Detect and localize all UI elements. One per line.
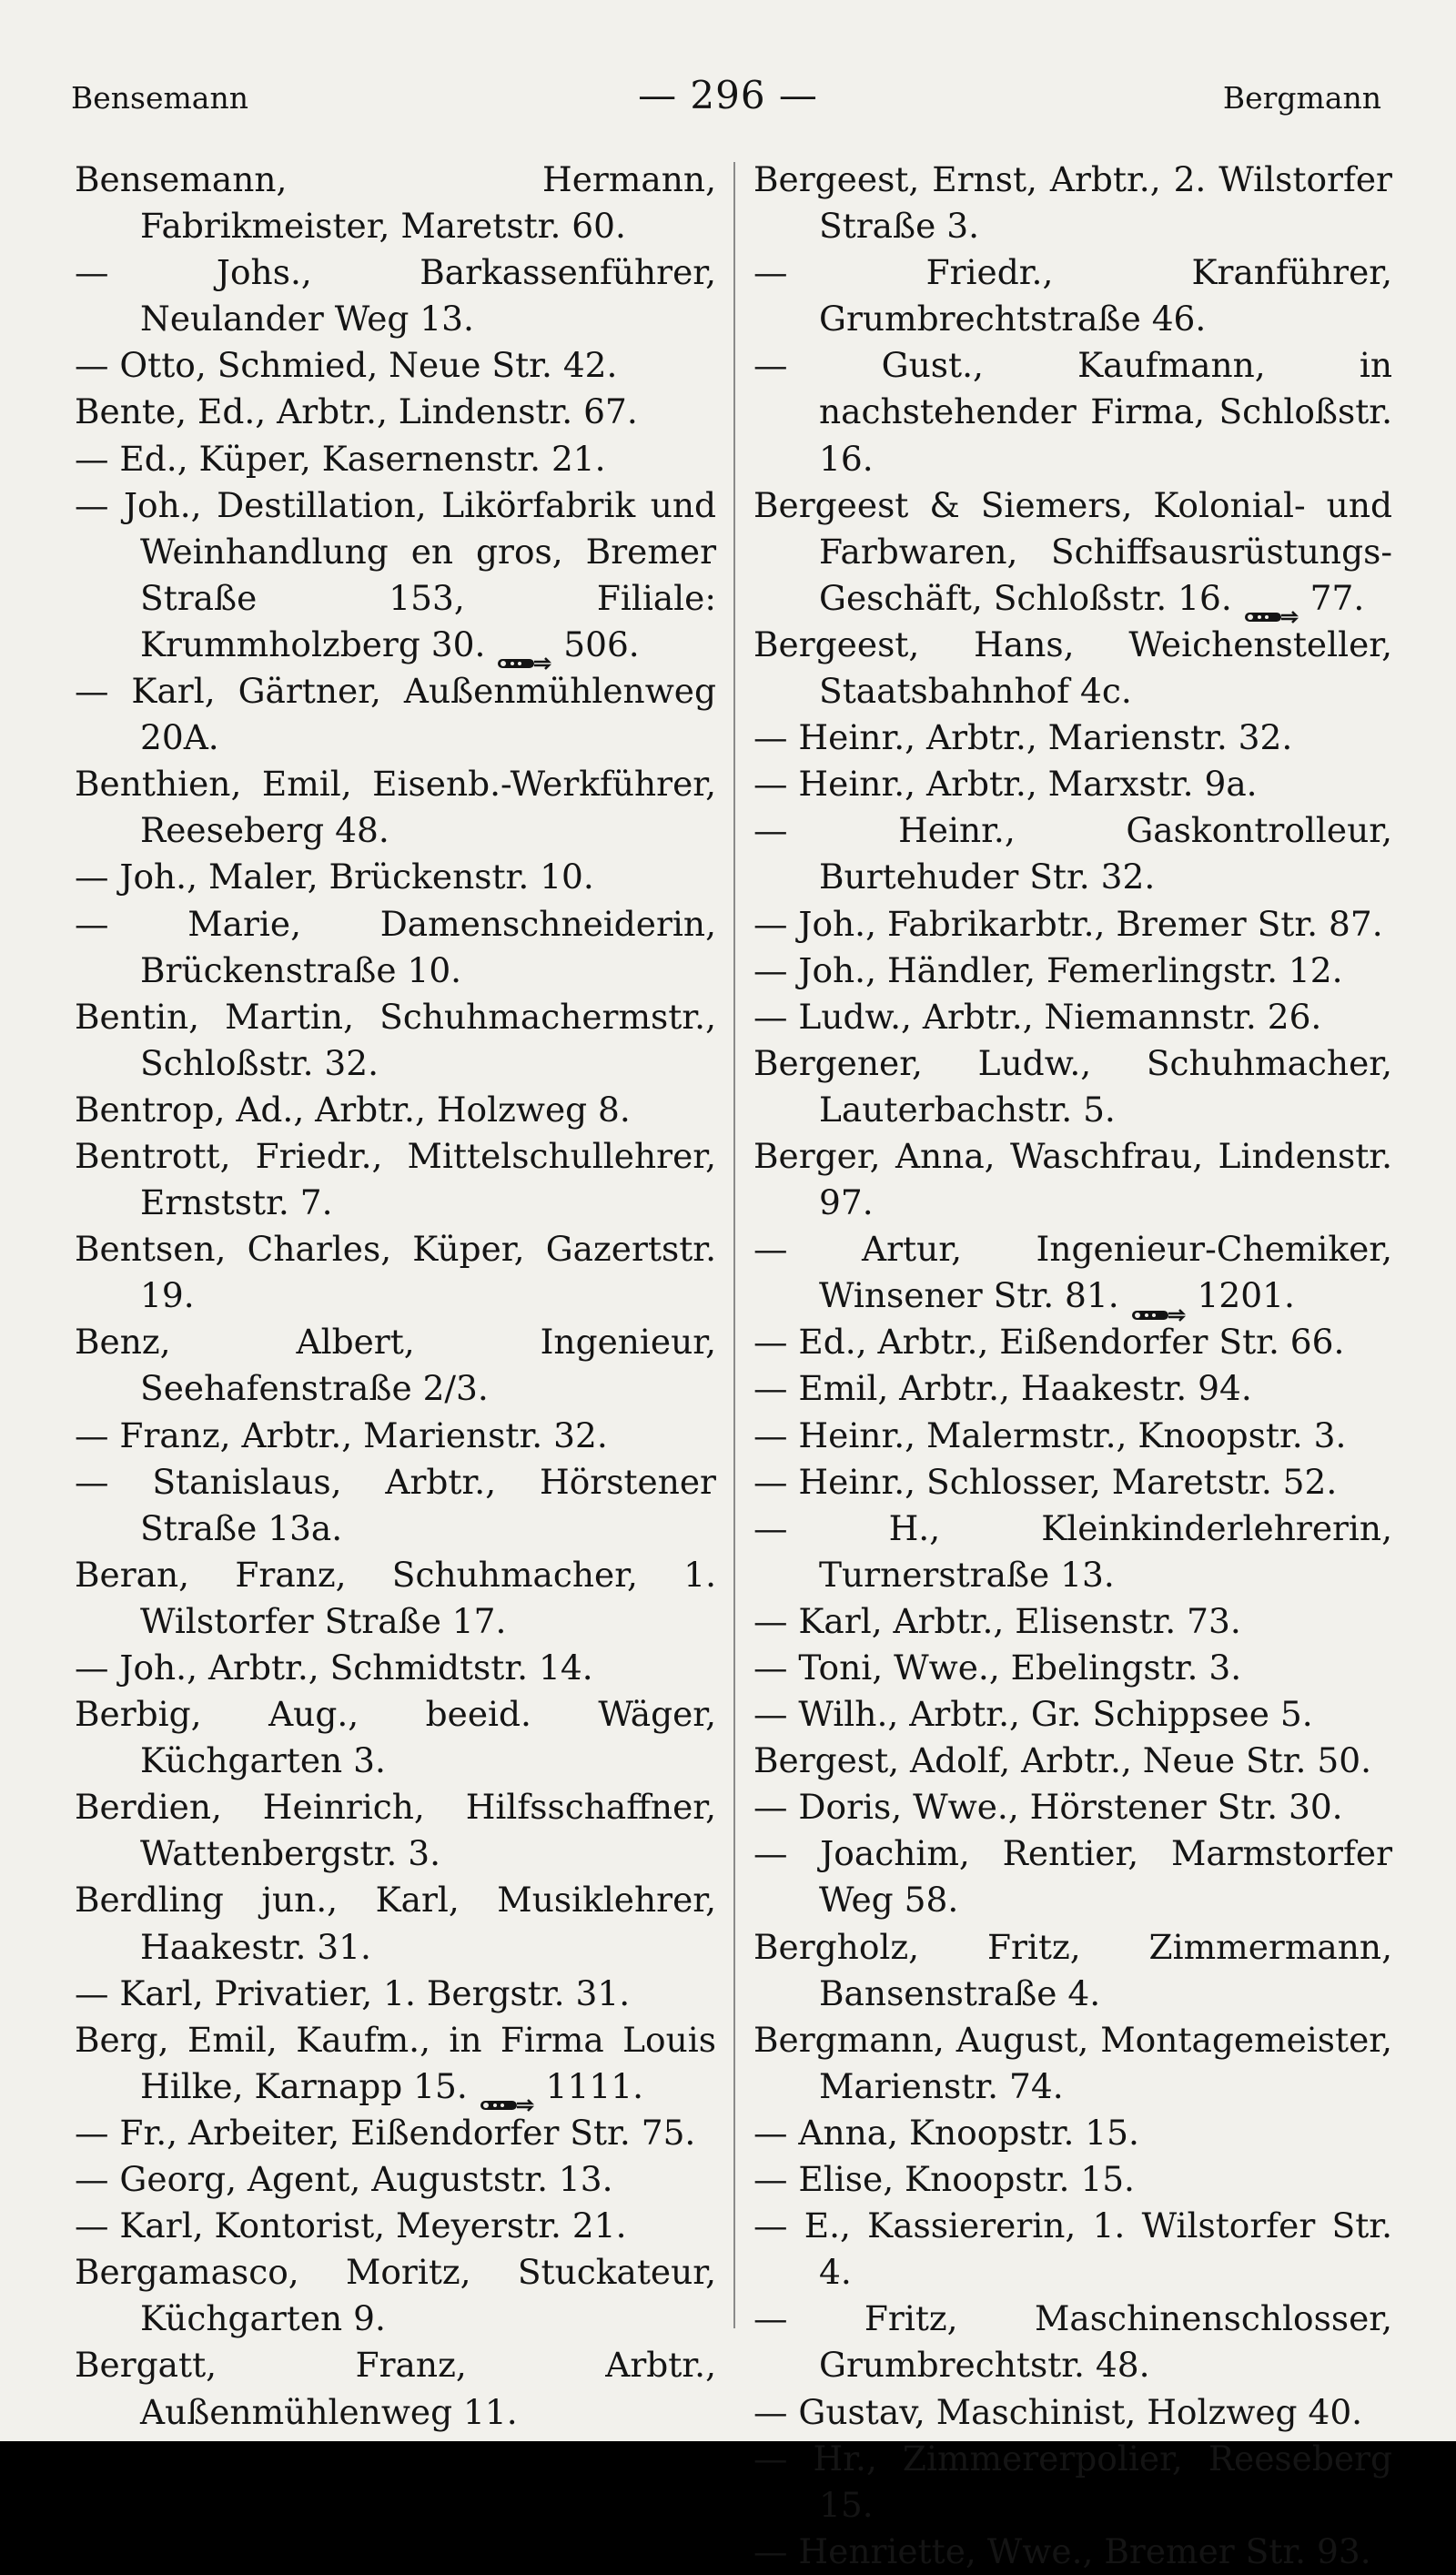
entry-text: — Elise, Knoopstr. 15. [753,2159,1135,2200]
entry-text: — Heinr., Gaskontrolleur, Burtehuder Str. 32. [753,810,1392,897]
column-divider [733,162,735,2328]
directory-entry [753,1226,1392,1319]
entry-text: — Heinr., Arbtr., Marxstr. 9a. [753,764,1258,805]
entry-text: Bentsen, Charles, Küper, Gazertstr. 19. [75,1229,716,1316]
directory-entry [753,901,1392,948]
entry-text: Bergatt, Franz, Arbtr., Außenmühlenweg 11. [75,2345,716,2432]
telephone-number: 1111. [545,2065,644,2106]
entry-text: Bente, Ed., Arbtr., Lindenstr. 67. [75,391,638,432]
directory-entry [753,1924,1392,2017]
entry-text: Bentin, Martin, Schuhmachermstr., Schloßstr. 32. [75,996,716,1083]
directory-entry [753,994,1392,1040]
directory-entry [75,1087,716,1133]
directory-entry [75,1226,716,1319]
entry-text: Bergest, Adolf, Arbtr., Neue Str. 50. [753,1740,1372,1781]
entry-text: — H., Kleinkinderlehrerin, Turnerstraße 13. [753,1507,1392,1595]
entry-text: — Joh., Arbtr., Schmidtstr. 14. [75,1647,593,1688]
entry-text: — Ed., Küper, Kasernenstr. 21. [75,438,606,479]
directory-entry [75,901,716,994]
directory-entry [75,249,716,342]
directory-entry [753,1830,1392,1923]
directory-entry [75,761,716,854]
directory-entry [75,1552,716,1645]
directory-entry [75,436,716,482]
directory-entry [75,1691,716,1784]
directory-entry [753,2529,1392,2575]
directory-entry [753,342,1392,482]
directory-entry [75,2342,716,2435]
directory-entry [75,2249,716,2342]
directory-entry [753,1040,1392,1133]
directory-entry [75,1877,716,1970]
entry-text: Bergeest & Siemers, Kolonial- und Farbwaren, Schiffsausrüstungs-Geschäft, Schloßstr. 16. [753,484,1392,618]
telephone-number: 77. [1309,577,1365,618]
directory-entry [753,622,1392,715]
entry-text: — Fritz, Maschinenschlosser, Grumbrechtstr. 48. [753,2298,1392,2386]
directory-entry [75,2203,716,2249]
directory-entry [753,1691,1392,1738]
directory-entry [753,482,1392,622]
entry-text: — Doris, Wwe., Hörstener Str. 30. [753,1787,1343,1828]
telephone-icon [479,2080,535,2098]
left-column [75,157,716,2436]
directory-entry [75,1459,716,1552]
directory-entry [75,1319,716,1412]
directory-entry [753,948,1392,994]
directory-entry [75,1133,716,1226]
directory-entry [753,1784,1392,1830]
entry-text: — Artur, Ingenieur-Chemiker, Winsener Str. 81. [753,1229,1392,1316]
entry-text: Berbig, Aug., beeid. Wäger, Küchgarten 3. [75,1694,716,1781]
entry-text: Berdling jun., Karl, Musiklehrer, Haakestr. 31. [75,1880,716,1967]
entry-text: — Karl, Privatier, 1. Bergstr. 31. [75,1972,631,2013]
running-head-left: Bensemann [71,80,248,116]
entry-text: — Ed., Arbtr., Eißendorfer Str. 66. [753,1322,1345,1363]
directory-entry [753,807,1392,900]
directory-entry [753,2389,1392,2436]
directory-entry [75,482,716,668]
telephone-number: 1201. [1197,1275,1295,1316]
entry-text: — Joh., Händler, Femerlingstr. 12. [753,949,1343,990]
entry-text: — Emil, Arbtr., Haakestr. 94. [753,1368,1252,1409]
entry-text: — Johs., Barkassenführer, Neulander Weg 13. [75,252,716,340]
entry-text: — Joh., Fabrikarbtr., Bremer Str. 87. [753,903,1383,944]
directory-entry [753,2110,1392,2156]
telephone-icon [496,638,552,656]
entry-text: Berger, Anna, Waschfrau, Lindenstr. 97. [753,1135,1392,1223]
entry-text: Bensemann, Hermann, Fabrikmeister, Maretstr. 60. [75,159,716,247]
directory-entry [75,2156,716,2203]
directory-entry [75,157,716,249]
entry-text: — Joachim, Rentier, Marmstorfer Weg 58. [753,1833,1392,1921]
entry-text: — Wilh., Arbtr., Gr. Schippsee 5. [753,1694,1313,1735]
entry-text: — Anna, Knoopstr. 15. [753,2112,1139,2153]
directory-entry [75,1645,716,1691]
entry-text: Bergamasco, Moritz, Stuckateur, Küchgarten 9. [75,2252,716,2339]
directory-entry [75,1784,716,1877]
entry-text: — Joh., Destillation, Likörfabrik und Weinhandlung en gros, Bremer Straße 153, Filiale: Krummholzberg 30. [75,484,716,664]
entry-text: — Karl, Kontorist, Meyerstr. 21. [75,2205,627,2246]
entry-text: — Marie, Damenschneiderin, Brückenstraße 10. [75,903,716,990]
directory-entry [753,2436,1392,2529]
directory-entry [75,1413,716,1459]
entry-text: — Henriette, Wwe., Bremer Str. 93. [753,2530,1371,2571]
telephone-number: 506. [563,623,640,664]
directory-entry [75,994,716,1087]
directory-entry [753,1133,1392,1226]
entry-text: — Georg, Agent, Auguststr. 13. [75,2159,613,2200]
entry-text: — Fr., Arbeiter, Eißendorfer Str. 75. [75,2112,696,2153]
directory-entry [753,1319,1392,1365]
directory-entry [753,1738,1392,1784]
directory-entry [753,2017,1392,2110]
directory-entry [753,1645,1392,1691]
directory-entry [753,2296,1392,2388]
right-column [753,157,1392,2575]
entry-text: — Stanislaus, Arbtr., Hörstener Straße 13a. [75,1461,716,1548]
entry-text: — Karl, Arbtr., Elisenstr. 73. [753,1600,1241,1641]
entry-text: — Gust., Kaufmann, in nachstehender Firma, Schloßstr. 16. [753,345,1392,479]
running-head-right: Bergmann [1222,80,1381,116]
entry-text: — Heinr., Malermstr., Knoopstr. 3. [753,1414,1347,1455]
entry-text: Beran, Franz, Schuhmacher, 1. Wilstorfer Straße 17. [75,1554,716,1641]
entry-text: Bergener, Ludw., Schuhmacher, Lauterbachstr. 5. [753,1042,1392,1130]
directory-entry [75,668,716,761]
directory-entry [753,1365,1392,1412]
directory-entry [753,249,1392,342]
entry-text: Benthien, Emil, Eisenb.-Werkführer, Reeseberg 48. [75,764,716,851]
entry-text: Berdien, Heinrich, Hilfsschaffner, Wattenbergstr. 3. [75,1787,716,1874]
directory-entry [753,761,1392,807]
directory-entry [753,1505,1392,1598]
entry-text: Benz, Albert, Ingenieur, Seehafenstraße 2/3. [75,1322,716,1409]
directory-entry [75,2110,716,2156]
entry-text: Bergmann, August, Montagemeister, Marienstr. 74. [753,2019,1392,2106]
entry-text: — Gustav, Maschinist, Holzweg 40. [753,2391,1363,2432]
entry-text: — Franz, Arbtr., Marienstr. 32. [75,1414,608,1455]
directory-entry [753,1413,1392,1459]
entry-text: Bentrott, Friedr., Mittelschullehrer, Ernststr. 7. [75,1135,716,1223]
telephone-icon [1130,1290,1187,1308]
entry-text: Bergholz, Fritz, Zimmermann, Bansenstraße 4. [753,1926,1392,2013]
entry-text: — Friedr., Kranführer, Grumbrechtstraße 46. [753,252,1392,340]
entry-text: — Ludw., Arbtr., Niemannstr. 26. [753,996,1322,1037]
directory-entry [75,389,716,435]
entry-text: — Hr., Zimmererpolier, Reeseberg 15. [753,2438,1392,2525]
directory-entry [753,2203,1392,2296]
entry-text: — E., Kassiererin, 1. Wilstorfer Str. 4. [753,2205,1392,2293]
directory-entry [753,715,1392,761]
directory-entry [753,2156,1392,2203]
directory-entry [753,157,1392,249]
entry-text: Bergeest, Ernst, Arbtr., 2. Wilstorfer Straße 3. [753,159,1392,247]
entry-text: — Heinr., Schlosser, Maretstr. 52. [753,1461,1338,1502]
entry-text: Berg, Emil, Kaufm., in Firma Louis Hilke, Karnapp 15. [75,2019,716,2106]
entry-text: — Heinr., Arbtr., Marienstr. 32. [753,717,1293,758]
entry-text: — Karl, Gärtner, Außenmühlenweg 20A. [75,671,716,758]
directory-entry [75,1971,716,2017]
entry-text: Bentrop, Ad., Arbtr., Holzweg 8. [75,1089,631,1130]
directory-entry [753,1598,1392,1645]
directory-entry [75,342,716,389]
directory-entry [75,2017,716,2110]
telephone-icon [1243,592,1299,610]
entry-text: Bergeest, Hans, Weichensteller, Staatsbahnhof 4c. [753,623,1392,712]
entry-text: — Otto, Schmied, Neue Str. 42. [75,345,618,386]
entry-text: — Toni, Wwe., Ebelingstr. 3. [753,1647,1242,1688]
directory-entry [753,1459,1392,1505]
entry-text: — Joh., Maler, Brückenstr. 10. [75,857,594,897]
page-number: — 296 — [638,73,818,117]
directory-entry [75,854,716,900]
